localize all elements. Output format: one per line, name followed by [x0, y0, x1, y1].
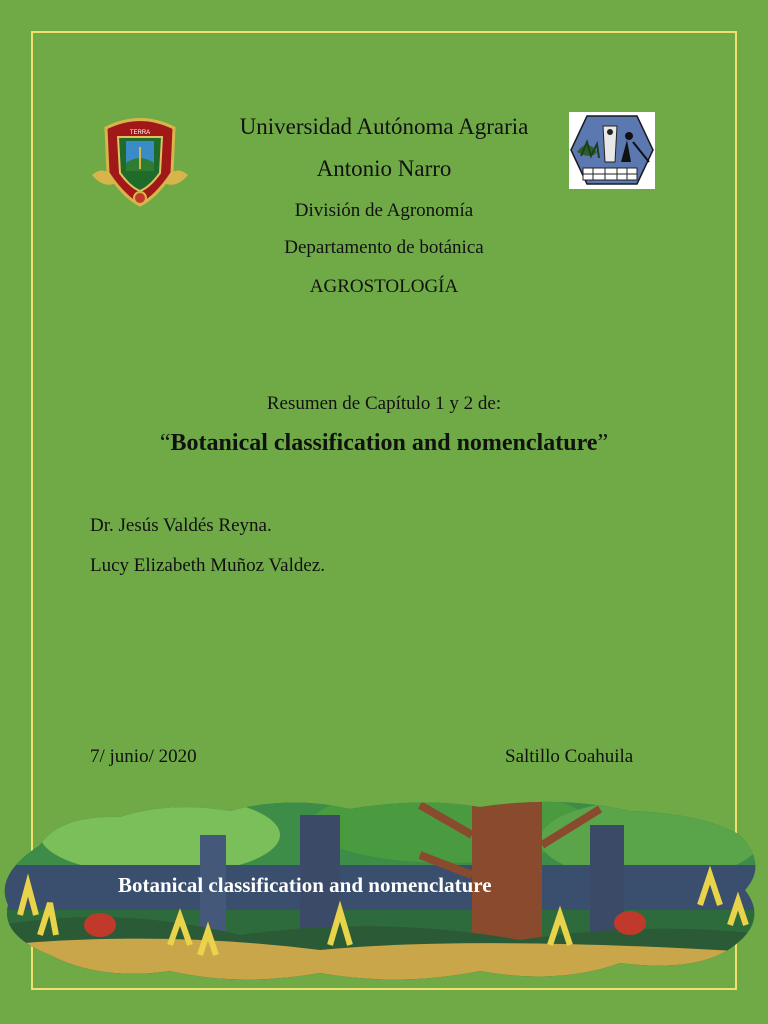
banner-title: Botanical classification and nomenclature: [118, 873, 492, 897]
document-title: [0, 430, 768, 457]
place-text: Saltillo Coahuila: [505, 746, 634, 767]
date-text: 7/ junio/ 2020: [90, 746, 197, 767]
course-name: AGROSTOLOGÍA: [309, 276, 459, 297]
author-student: Lucy Elizabeth Muñoz Valdez.: [90, 555, 325, 576]
university-name-line2: Antonio Narro: [316, 156, 452, 181]
department-name: Departamento de botánica: [284, 237, 484, 258]
university-name-line1: Universidad Autónoma Agraria: [239, 114, 529, 139]
logo-terra-text: TERRA: [129, 130, 151, 136]
open-quote: “: [159, 430, 171, 456]
author-advisor: Dr. Jesús Valdés Reyna.: [90, 515, 272, 536]
title-text: Botanical classification and nomenclature: [170, 430, 598, 456]
division-name: División de Agronomía: [294, 200, 474, 221]
summary-intro: Resumen de Capítulo 1 y 2 de:: [266, 393, 502, 414]
close-quote: ”: [597, 430, 609, 456]
